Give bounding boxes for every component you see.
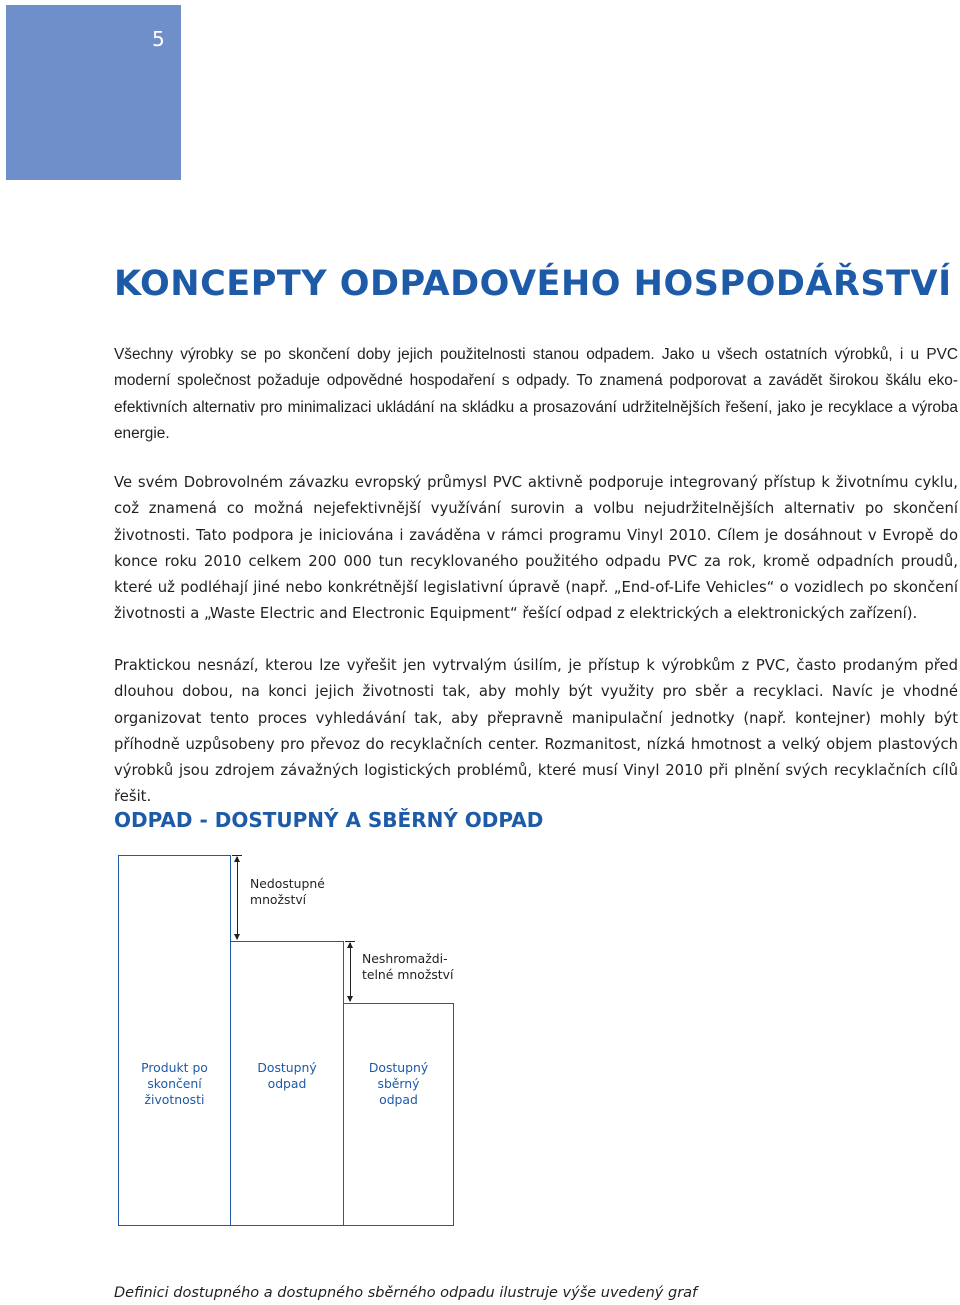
uncollected-amount-arrow xyxy=(350,943,351,1001)
page-number-badge xyxy=(6,5,181,180)
product-label-line-2: skončení xyxy=(147,1076,202,1091)
unavailable-label-line-2: množství xyxy=(250,892,307,907)
unavailable-amount-arrow xyxy=(237,857,238,939)
box-available-waste xyxy=(230,941,344,1226)
uncollected-label-line-2: telné množství xyxy=(362,967,454,982)
paragraph-commitment: Ve svém Dobrovolném závazku evropský průmysl PVC aktivně podporuje integrovaný přístup k životnímu cyklu, což znamená co možná nejefektivnější využívání surovin a volbu nejudržitelnějších alternativ po skončení životnosti. Tato podpora je iniciována i zaváděna v rámci programu Vinyl 2010. Cílem je dosáhnout v Evropě do konce roku 2010 celkem 200 000 tun recyklovaného použitého odpadu PVC za rok, kromě odpadních proudů, které už podléhají jiné nebo konkrétnější legislativní úpravě (např. „End-of-Life Vehicles“ o vozidlech po skončení životnosti a „Waste Electric and Electronic Equipment“ řešící odpad z elektrických a elektronických zařízení). xyxy=(114,474,958,623)
uncollected-amount-label xyxy=(362,951,453,983)
unavailable-amount-label xyxy=(250,876,325,908)
page-title: KONCEPTY ODPADOVÉHO HOSPODÁŘSTVÍ xyxy=(114,264,952,304)
paragraph-logistics: Praktickou nesnází, kterou lze vyřešit jen vytrvalým úsilím, je přístup k výrobkům z PVC, často prodaným před dlouhou dobou, na konci jejich životnosti tak, aby mohly být využity pro sběr a recyklaci. Navíc je vhodné organizovat tento proces vyhledávání tak, aby přepravně manipulační jednotky (např. kontejner) mohly být příhodně uzpůsobeny pro převoz do recyklačních center. Rozmanitost, nízká hmotnost a velký objem plastových výrobků jsou zdrojem závažných logistických problémů, které musí Vinyl 2010 při plnění svých recyklačních cílů řešit. xyxy=(114,657,958,806)
figure-caption: Definici dostupného a dostupného sběrného odpadu ilustruje výše uvedený graf xyxy=(114,1285,698,1301)
unavailable-label-line-1: Nedostupné xyxy=(250,876,325,891)
section-title: ODPAD - DOSTUPNÝ A SBĚRNÝ ODPAD xyxy=(114,808,544,832)
box-end-of-life-product xyxy=(118,855,231,1226)
reference-line-middle xyxy=(345,941,355,942)
box-available-collected-waste xyxy=(343,1003,454,1226)
collected-waste-label xyxy=(343,1060,454,1108)
available-waste-label xyxy=(230,1060,344,1092)
available-label-line-1: Dostupný xyxy=(257,1060,317,1075)
collected-label-line-2: sběrný xyxy=(377,1076,420,1091)
paragraph-intro: Všechny výrobky se po skončení doby jejich použitelnosti stanou odpadem. Jako u všech ostatních výrobků, i u PVC moderní společnost požaduje odpovědné hospodaření s odpady. To znamená podporovat a zavádět širokou škálu eko-efektivních alternativ pro minimalizaci ukládání na skládku a prosazování udržitelnějších řešení, jako je recyklace a výroba energie. xyxy=(114,346,958,442)
collected-label-line-1: Dostupný xyxy=(368,1060,429,1075)
product-label-line-3: životnosti xyxy=(144,1092,205,1107)
product-label xyxy=(118,1060,231,1108)
product-label-line-1: Produkt po xyxy=(141,1060,208,1075)
reference-line-top xyxy=(232,855,242,856)
page-number: 5 xyxy=(152,27,165,51)
uncollected-label-line-1: Neshromaždi- xyxy=(362,951,448,966)
collected-label-line-3: odpad xyxy=(379,1092,418,1107)
available-label-line-2: odpad xyxy=(267,1076,307,1091)
